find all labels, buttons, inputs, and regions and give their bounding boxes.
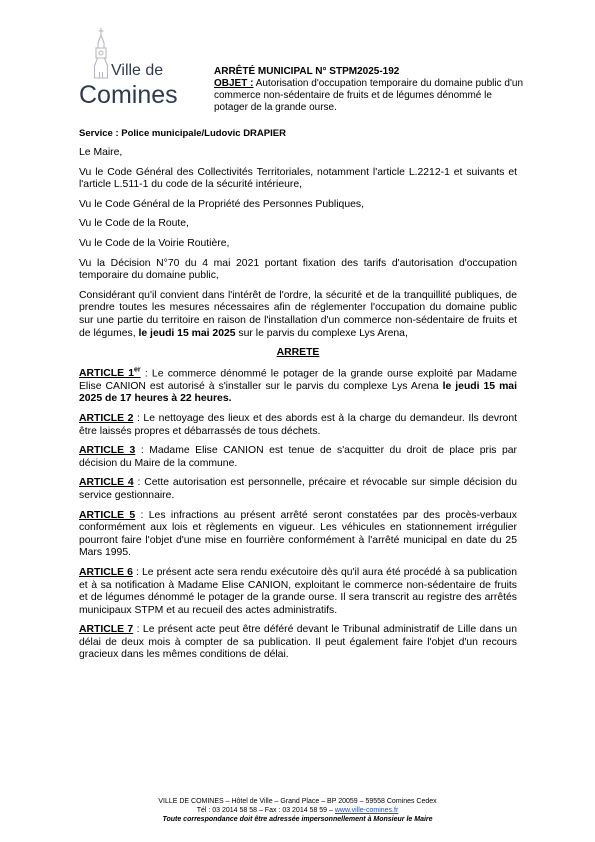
considerant-date: le jeudi 15 mai 2025 (138, 327, 236, 339)
article-2 (79, 413, 517, 438)
article-6-text: : Le présent acte sera rendu exécutoire dès qu'il aura été procédé à sa publication et à sa notification à Madame Elise CANION, exploitant le commerce non-sédentaire de fruits et de légumes dénommé le potager de la grande ourse. Il sera transcrit au registre des arrêtés municipaux STPM et au recueil des actes administratifs. (79, 566, 517, 616)
article-1-text: : Le commerce dénommé le potager de la grande ourse exploité par Madame Elise CANION est autorisé à s'installer sur le parvis du complexe Lys Arena (79, 368, 517, 392)
article-4-label: ARTICLE 4 (79, 477, 134, 489)
article-7 (79, 624, 517, 662)
article-5-label: ARTICLE 5 (79, 509, 136, 521)
vu-code-voirie: Vu le Code de la Voirie Routière, (79, 237, 230, 249)
le-maire: Le Maire, (79, 147, 123, 158)
footer-address: VILLE DE COMINES – Hôtel de Ville – Grand Place – BP 20059 – 59558 Comines Cedex (158, 798, 437, 805)
article-6 (79, 567, 517, 617)
article-4 (79, 477, 517, 502)
page-footer (0, 797, 595, 824)
vu-decision: Vu la Décision N°70 du 4 mai 2021 portant fixation des tarifs d'autorisation d'occupation temporaire du domaine public, (79, 257, 517, 282)
article-6-label: ARTICLE 6 (79, 566, 133, 578)
article-7-label: ARTICLE 7 (79, 624, 134, 636)
article-1-label: ARTICLE 1er (79, 366, 141, 380)
article-3-text: : Madame Elise CANION est tenue de s'acquitter du droit de place pris par décision du Maire de la commune. (79, 445, 517, 469)
vu-code-route: Vu le Code de la Route, (79, 218, 189, 230)
logo-line1: Ville de (111, 62, 164, 79)
article-1 (79, 365, 517, 406)
footer-notice: Toute correspondance doit être adressée impersonnellement à Monsieur le Maire (162, 816, 433, 823)
considerant (79, 290, 517, 340)
article-5 (79, 510, 517, 560)
document-header (214, 66, 524, 114)
article-5-text: : Les infractions au présent arrêté seront constatées par des procès-verbaux conformément aux lois et règlements en vigueur. Les véhicules en stationnement irrégulier pourront faire l'objet d'une mise en fourrière conformément à l'arrêté municipal en date du 25 Mars 1995. (79, 509, 517, 559)
article-7-text: : Le présent acte peut être déféré devant le Tribunal administratif de Lille dans un délai de deux mois à compter de sa publication. Il peut également faire l'objet d'un recours gracieux dans les mêmes conditions de délai. (79, 624, 517, 661)
considerant-text: Considérant qu'il convient dans l'intérêt de l'ordre, la sécurité et de la tranquillité publiques, de prendre toutes les mesures nécessaires afin de réglementer l'occupation du domaine public sur une partie du territoire en raison de l'installation d'un commerce non-sédentaire de fruits et de légumes, (79, 289, 517, 339)
logo-line2: Comines (79, 81, 178, 109)
objet-label: OBJET : (214, 78, 254, 89)
objet-block (214, 78, 524, 114)
city-logo (79, 28, 194, 110)
article-3 (79, 445, 517, 470)
article-4-text: : Cette autorisation est personnelle, précaire et révocable sur simple décision du service gestionnaire. (79, 477, 517, 501)
website-link[interactable]: www.ville-comines.fr (334, 807, 399, 814)
arrete-heading: ARRETE (276, 347, 320, 359)
considerant-end: sur le parvis du complexe Lys Arena, (235, 327, 408, 339)
service-line: Service : Police municipale/Ludovic DRAPIER (79, 128, 286, 139)
decree-body (79, 147, 517, 669)
objet-text: Autorisation d'occupation temporaire du domaine public d'un commerce non-sédentaire de fruits et de légumes dénommé le potager de la grande ourse. (214, 78, 523, 113)
article-3-label: ARTICLE 3 (79, 445, 136, 457)
vu-cgppp: Vu le Code Général de la Propriété des Personnes Publiques, (79, 198, 364, 210)
article-1-date: le jeudi 15 mai 2025 de 17 heures à 22 heures. (79, 380, 517, 405)
decree-title: ARRÊTÉ MUNICIPAL N° STPM2025-192 (214, 66, 400, 77)
vu-cgct: Vu le Code Général des Collectivités Territoriales, notamment l'article L.2212-1 et suivants et l'article L.511-1 du code de la sécurité intérieure, (79, 166, 517, 191)
footer-phone-fax: Tél : 03 2014 58 58 – Fax : 03 2014 58 59 – (196, 807, 335, 814)
church-tower-icon (95, 28, 108, 78)
article-2-label: ARTICLE 2 (79, 412, 134, 424)
article-2-text: : Le nettoyage des lieux et des abords est à la charge du demandeur. Ils devront être laissés propres et débarrassés de tous déchets. (79, 412, 517, 437)
footer-contact (0, 806, 595, 815)
